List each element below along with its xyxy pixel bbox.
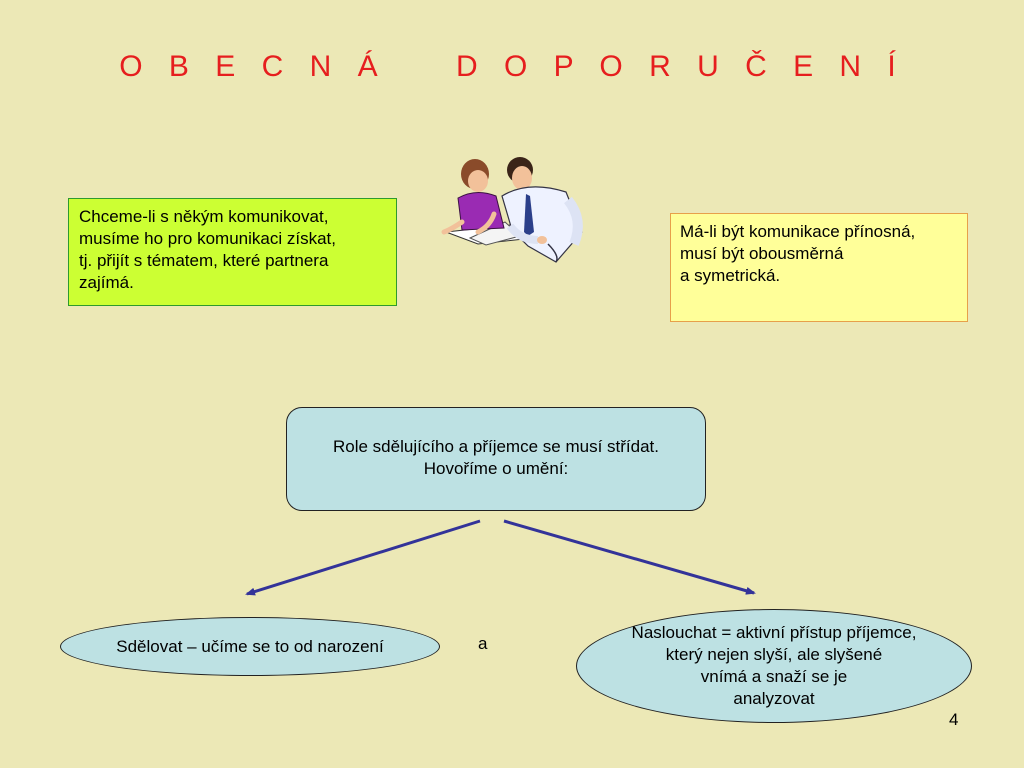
slide-title: O B E C N Á D O P O R U Č E N Í [119, 50, 905, 83]
green-note-line: tj. přijít s tématem, které partnera [79, 251, 329, 270]
right-oval-listening [576, 609, 972, 723]
right-oval-line: vnímá a snaží se je [700, 667, 848, 686]
arrow-to-left-oval [247, 521, 480, 594]
page-number: 4 [949, 710, 959, 729]
right-oval-line: Naslouchat = aktivní přístup příjemce, [631, 623, 917, 642]
yellow-note-line: Má-li být komunikace přínosná, [680, 222, 916, 241]
green-note-line: Chceme-li s někým komunikovat, [79, 207, 329, 226]
green-note-line: zajímá. [79, 273, 134, 292]
right-oval-line: který nejen slyší, ale slyšené [665, 645, 883, 664]
left-oval-speaking [60, 617, 440, 676]
conjunction-label: a [478, 634, 488, 653]
right-oval-line: analyzovat [733, 689, 815, 708]
arrow-to-right-oval [504, 521, 754, 593]
yellow-note-line: musí být obousměrná [680, 244, 844, 263]
center-box-line: Hovoříme o umění: [423, 459, 569, 478]
yellow-note-line: a symetrická. [680, 266, 781, 285]
green-note-line: musíme ho pro komunikaci získat, [79, 229, 336, 248]
left-oval-text: Sdělovat – učíme se to od narození [116, 636, 384, 656]
center-box-line: Role sdělujícího a příjemce se musí střídat. [333, 437, 659, 456]
